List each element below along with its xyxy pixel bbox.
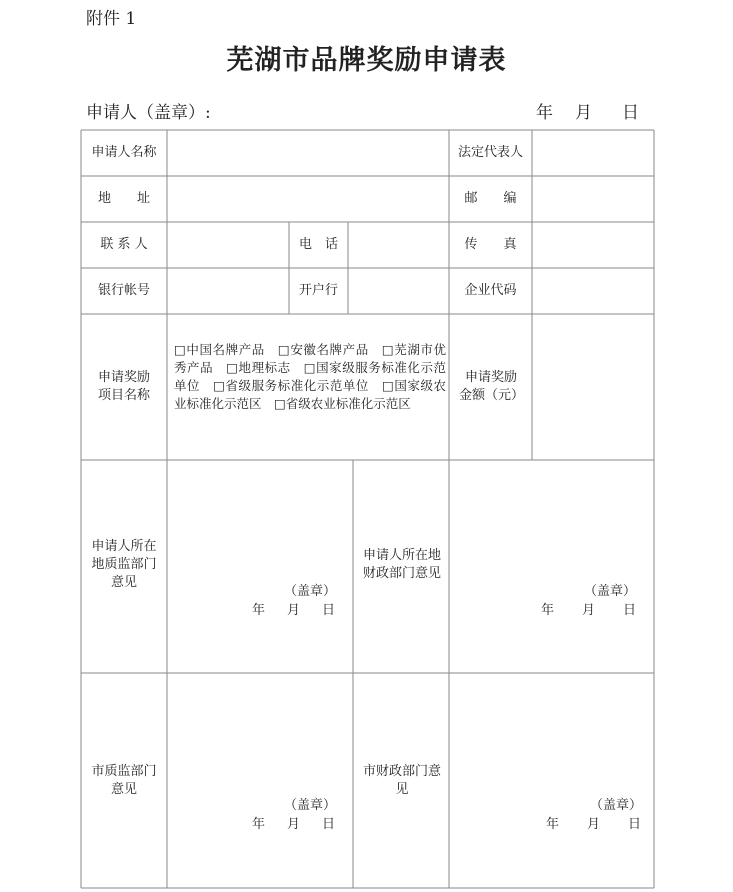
label-bank: 开户行 — [298, 283, 338, 298]
date-header — [536, 98, 639, 123]
stamp-seal-2: （盖章） — [584, 584, 637, 599]
label-local-quality: 申请人所在地质监部门意见 — [91, 539, 157, 590]
stamp-seal-4: （盖章） — [590, 798, 643, 813]
form-title: 芜湖市品牌奖励申请表 — [226, 45, 507, 76]
label-local-finance: 申请人所在地财政部门意见 — [362, 548, 441, 581]
label-postcode: 邮 编 — [464, 191, 517, 206]
label-bank-account: 银行帐号 — [97, 283, 150, 298]
label-address: 地 址 — [97, 191, 150, 206]
date-month: 月 — [575, 103, 592, 123]
stamp-seal-3: （盖章） — [284, 798, 337, 813]
label-applicant-name: 申请人名称 — [91, 145, 157, 160]
label-award-amount: 申请奖励金额（元） — [459, 370, 525, 403]
label-fax: 传 真 — [464, 237, 517, 252]
stamp-date-3: 年 月 日 — [252, 817, 336, 832]
label-award-item: 申请奖励项目名称 — [97, 370, 150, 403]
label-contact: 联 系 人 — [100, 237, 148, 252]
stamp-date-1: 年 月 日 — [252, 603, 336, 618]
stamp-date-4: 年 月 日 — [546, 817, 642, 832]
attachment-label: 附件 1 — [86, 9, 137, 29]
date-day: 日 — [622, 103, 639, 123]
label-city-quality: 市质监部门意见 — [91, 764, 157, 797]
label-company-code: 企业代码 — [464, 283, 517, 298]
stamp-date-2: 年 月 日 — [541, 603, 637, 618]
label-city-finance: 市财政部门意见 — [363, 764, 442, 797]
stamp-seal-1: （盖章） — [284, 584, 337, 599]
applicant-seal-line: 申请人（盖章）: — [86, 103, 211, 123]
label-phone: 电 话 — [298, 237, 338, 252]
label-legal-rep: 法定代表人 — [457, 145, 523, 160]
date-year: 年 — [536, 103, 553, 123]
award-options-list: □中国名牌产品 □安徽名牌产品 □芜湖市优秀产品 □地理标志 □国家级服务标准化示范单位 □省级服务标准化示范单位 □国家级农业标准化示范区 □省级农业标准化示范区 — [174, 342, 446, 411]
